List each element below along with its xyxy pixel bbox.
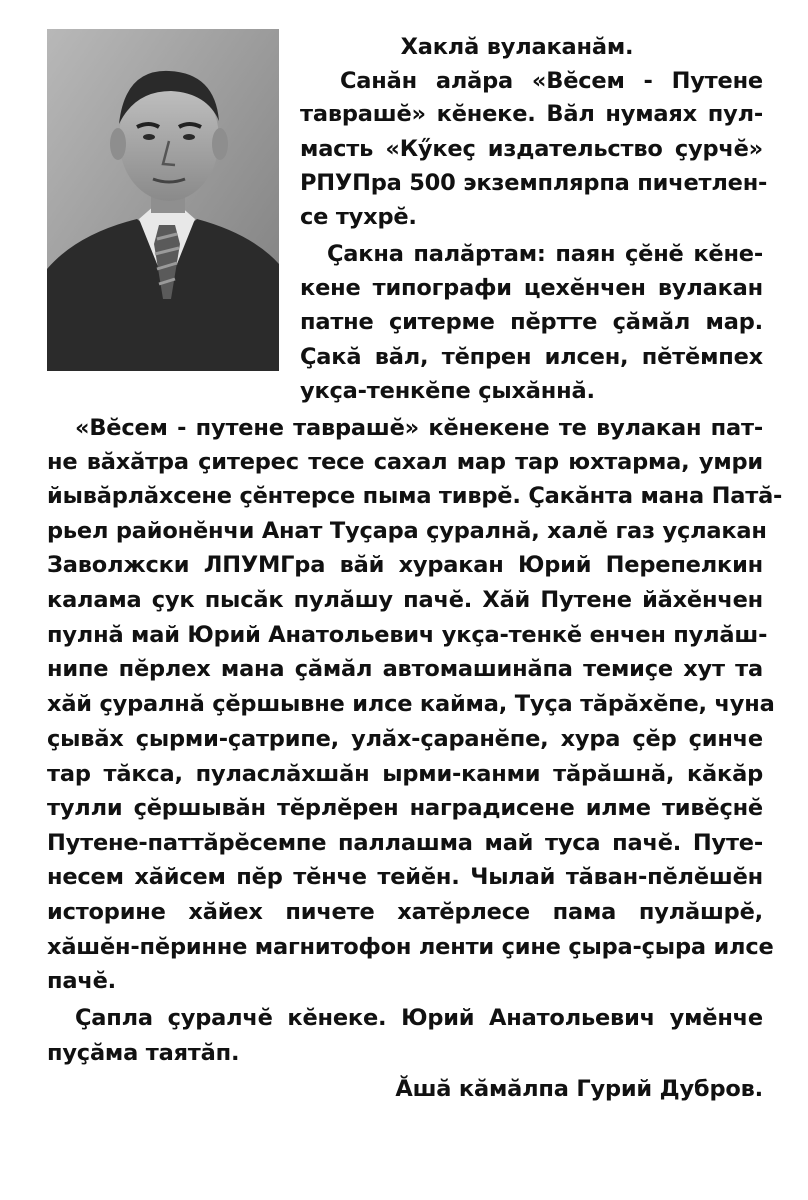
text-line: пуҫӑма таятӑп. <box>47 1040 240 1066</box>
text-line: пачӗ. <box>47 968 116 994</box>
text-line: Санӑн алӑра «Вӗсем - Путене <box>340 68 763 94</box>
text-line: калама ҫук пысӑк пулӑшу пачӗ. Хӑй Путене йӑхӗнчен <box>47 587 763 613</box>
text-line: масть «Кӳкеҫ издательство ҫурчӗ» <box>300 136 763 162</box>
author-signature: Ӑшӑ кӑмӑлпа Гурий Дубров. <box>395 1076 763 1102</box>
text-line: пулнӑ май Юрий Анатольевич укҫа-тенкӗ енчен пулӑш- <box>47 622 768 648</box>
text-line: нипе пӗрлех мана ҫӑмӑл автомашинӑпа темиҫе хут та <box>47 656 763 682</box>
text-line: рьел районӗнчи Анат Туҫара ҫуралнӑ, халӗ газ уҫлакан <box>47 518 767 544</box>
letter-greeting: Хаклӑ вулаканӑм. <box>400 34 634 60</box>
text-line: несем хӑйсем пӗр тӗнче тейӗн. Чылай тӑван-пӗлӗшӗн <box>47 864 763 890</box>
text-line: хӑшӗн-пӗринне магнитофон ленти ҫине ҫыра-ҫыра илсе <box>47 934 774 960</box>
text-line: тар тӑкса, пуласлӑхшӑн ырми-канми тӑрӑшнӑ, кӑкӑр <box>47 761 763 787</box>
text-line: Ҫакӑ вӑл, тӗпрен илсен, пӗтӗмпех <box>300 344 763 370</box>
text-line: историне хӑйех пичете хатӗрлесе пама пулӑшрӗ, <box>47 899 763 925</box>
text-line: укҫа-тенкӗпе ҫыхӑннӑ. <box>300 378 595 404</box>
text-line: тулли ҫӗршывӑн тӗрлӗрен наградисене илме тивӗҫнӗ <box>47 795 763 821</box>
text-line: «Вӗсем - путене таврашӗ» кӗнекене те вулакан пат- <box>75 415 763 441</box>
text-line: хӑй ҫуралнӑ ҫӗршывне илсе кайма, Туҫа тӑрӑхӗпе, чуна <box>47 691 775 717</box>
text-line: Ҫапла ҫуралчӗ кӗнеке. Юрий Анатольевич умӗнче <box>75 1005 763 1031</box>
text-line: ҫывӑх ҫырми-ҫатрипе, улӑх-ҫаранӗпе, хура ҫӗр ҫинче <box>47 726 763 752</box>
author-portrait-photo <box>47 29 279 371</box>
text-line: кене типографи цехӗнчен вулакан <box>300 275 763 301</box>
text-line: Заволжски ЛПУМГра вӑй хуракан Юрий Перепелкин <box>47 552 763 578</box>
text-line: таврашӗ» кӗнеке. Вӑл нумаях пул- <box>300 101 763 127</box>
text-line: Ҫакна палӑртам: паян ҫӗнӗ кӗне- <box>327 241 763 267</box>
text-line: Путене-паттӑрӗсемпе паллашма май туса пачӗ. Путе- <box>47 830 763 856</box>
text-line: не вӑхӑтра ҫитерес тесе сахал мар тар юхтарма, умри <box>47 449 763 475</box>
text-line: се тухрӗ. <box>300 204 417 230</box>
text-line: патне ҫитерме пӗртте ҫӑмӑл мар. <box>300 309 763 335</box>
portrait-image <box>47 29 279 371</box>
text-line: РПУПра 500 экземплярпа пичетлен- <box>300 170 768 196</box>
text-line: йывӑрлӑхсене ҫӗнтерсе пыма тиврӗ. Ҫакӑнта мана Патӑ- <box>47 483 783 509</box>
